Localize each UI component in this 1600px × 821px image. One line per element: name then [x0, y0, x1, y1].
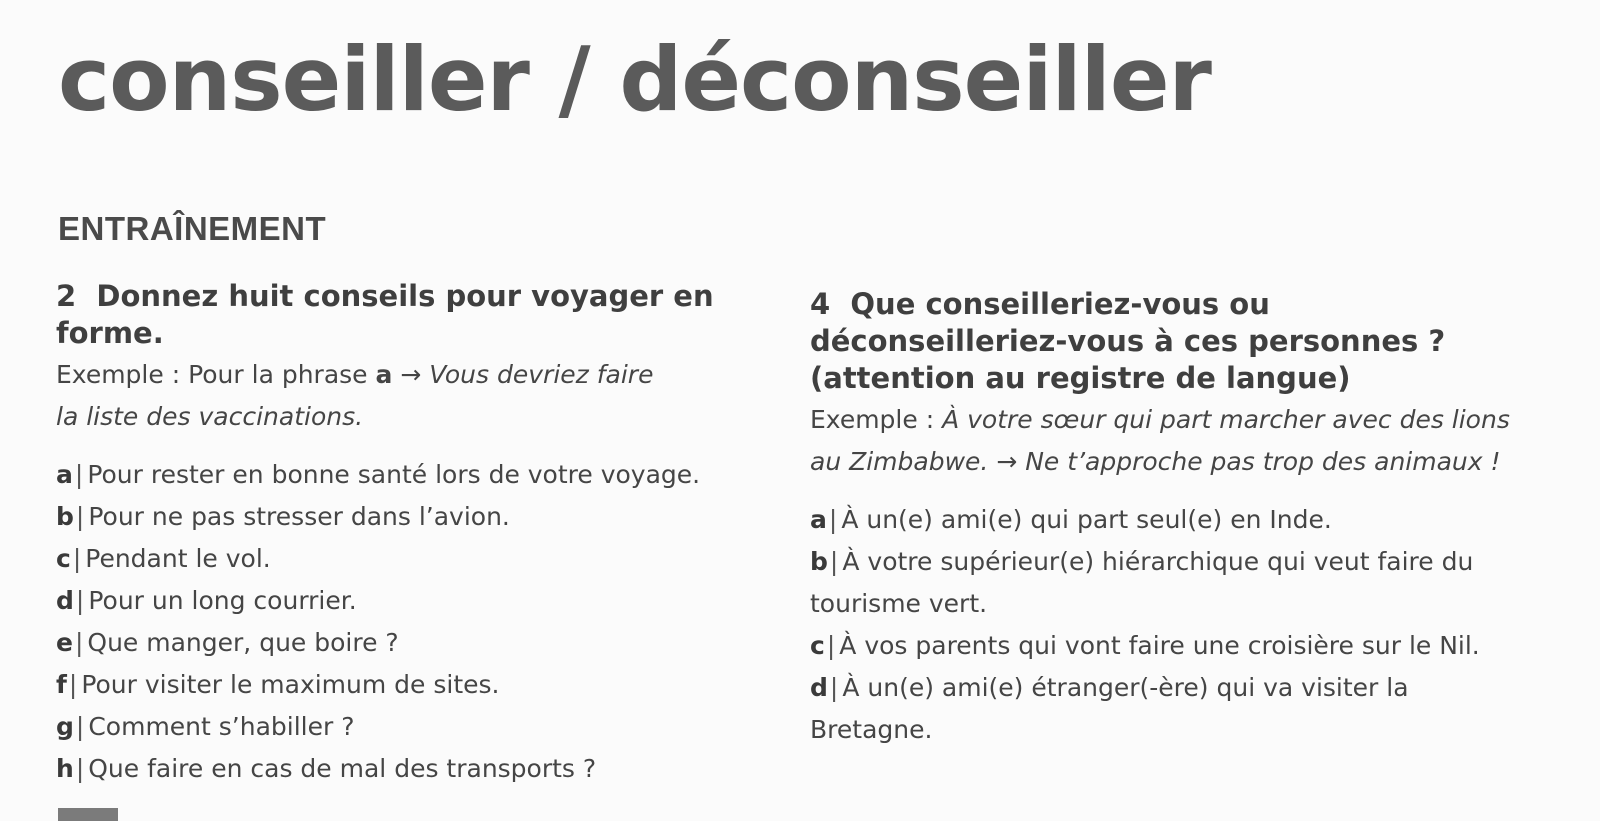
item-separator: | — [826, 631, 836, 660]
item-letter: g — [56, 712, 74, 741]
exercise-4-items — [810, 499, 1530, 751]
item-letter: c — [56, 544, 71, 573]
exercise-2-items — [56, 454, 776, 790]
item-letter: d — [810, 673, 828, 702]
item-separator: | — [829, 673, 839, 702]
example-text-b: Ne t’approche pas trop des animaux ! — [1025, 447, 1501, 476]
item-text: À un(e) ami(e) qui part seul(e) en Inde. — [841, 505, 1332, 534]
item-separator: | — [72, 544, 82, 573]
example-text-line1: Vous devriez faire — [429, 360, 654, 389]
example-label: Exemple : — [810, 405, 935, 434]
arrow: → — [996, 447, 1018, 476]
example-label: Exemple : Pour la phrase — [56, 360, 368, 389]
item-text: À vos parents qui vont faire une croisière sur le Nil. — [839, 631, 1480, 660]
list-item — [810, 499, 1530, 541]
exercise-2-number: 2 — [56, 279, 77, 313]
item-text: Pour ne pas stresser dans l’avion. — [88, 502, 510, 531]
list-item — [810, 625, 1530, 667]
list-item — [56, 664, 776, 706]
item-separator: | — [68, 670, 78, 699]
exercise-4 — [810, 278, 1530, 751]
item-letter: c — [810, 631, 825, 660]
exercise-2 — [56, 278, 776, 790]
exercise-2-title — [56, 278, 776, 352]
exercise-2-instruction: Donnez huit conseils pour voyager en forme. — [56, 279, 714, 350]
item-text: Pour un long courrier. — [88, 586, 357, 615]
list-item — [56, 580, 776, 622]
item-separator: | — [828, 505, 838, 534]
exercise-4-instruction: Que conseilleriez-vous ou déconseilleriez-vous à ces personnes ? (attention au registre de langue) — [810, 287, 1446, 395]
item-text: À votre supérieur(e) hiérarchique qui veut faire du tourisme vert. — [810, 547, 1474, 618]
list-item — [56, 496, 776, 538]
arrow: → — [400, 360, 422, 389]
section-heading: ENTRAÎNEMENT — [58, 210, 327, 247]
example-text-line2: la liste des vaccinations. — [56, 402, 364, 431]
item-separator: | — [75, 586, 85, 615]
exercise-2-example — [56, 354, 776, 438]
item-letter: b — [810, 547, 828, 576]
item-text: Pour rester en bonne santé lors de votre voyage. — [87, 460, 701, 489]
item-letter: h — [56, 754, 74, 783]
item-letter: e — [56, 628, 73, 657]
item-letter: d — [56, 586, 74, 615]
exercise-4-title — [810, 286, 1530, 397]
item-text: À un(e) ami(e) étranger(-ère) qui va visiter la Bretagne. — [810, 673, 1409, 744]
exercise-4-example — [810, 399, 1530, 483]
list-item — [56, 748, 776, 790]
item-letter: a — [810, 505, 827, 534]
item-separator: | — [75, 712, 85, 741]
exercise-4-number: 4 — [810, 287, 831, 321]
list-item — [56, 538, 776, 580]
list-item — [810, 667, 1530, 751]
item-text: Pendant le vol. — [85, 544, 271, 573]
cut-off-text-fragment — [58, 808, 118, 821]
list-item — [810, 541, 1530, 625]
item-separator: | — [829, 547, 839, 576]
example-letter: a — [375, 360, 393, 389]
list-item — [56, 706, 776, 748]
list-item — [56, 454, 776, 496]
list-item — [56, 622, 776, 664]
item-separator: | — [75, 754, 85, 783]
example-text-a: À votre sœur qui part marcher avec des lions au Zimbabwe. — [810, 405, 1510, 476]
item-text: Que faire en cas de mal des transports ? — [88, 754, 597, 783]
item-separator: | — [74, 628, 84, 657]
item-text: Que manger, que boire ? — [87, 628, 399, 657]
item-letter: b — [56, 502, 74, 531]
item-separator: | — [75, 502, 85, 531]
page-title: conseiller / déconseiller — [58, 28, 1211, 131]
item-separator: | — [74, 460, 84, 489]
item-letter: a — [56, 460, 73, 489]
item-letter: f — [56, 670, 67, 699]
item-text: Comment s’habiller ? — [88, 712, 355, 741]
item-text: Pour visiter le maximum de sites. — [81, 670, 500, 699]
